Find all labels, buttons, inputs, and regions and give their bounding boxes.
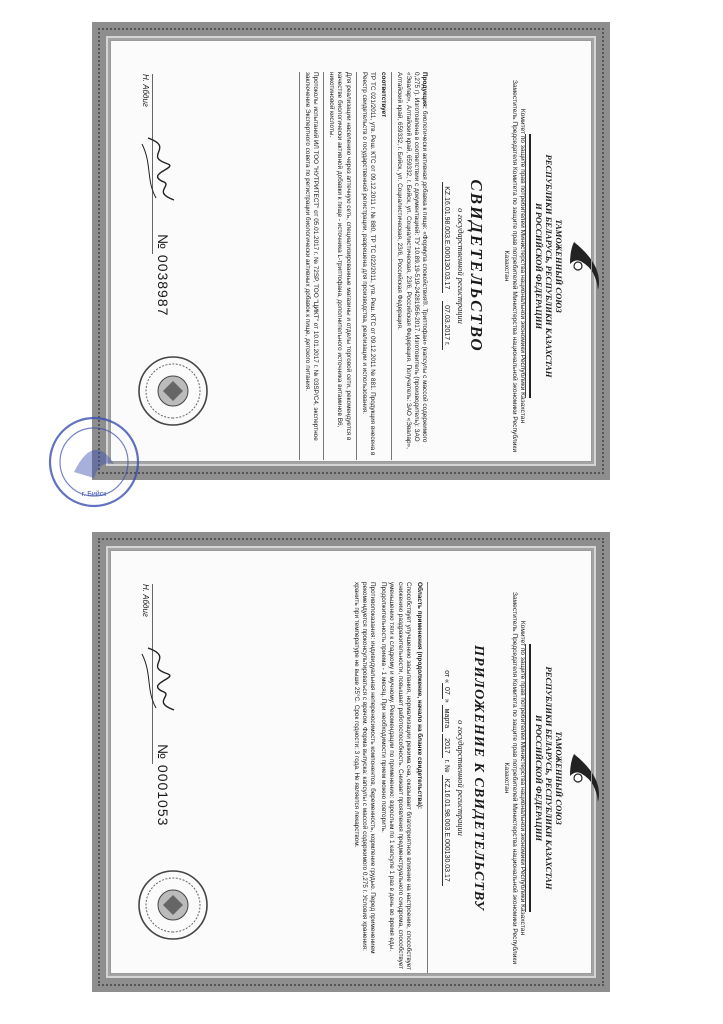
date-prefix: от «	[443, 670, 450, 683]
product-text: биологически активная добавка к пище: «Формула спокойствия®. Триптофан» (капсулы с массой содержимого 0,275 г). Изготовлена в соответствии с документацией: ТУ 10.89.19-519-24281956-2017. Изготовитель (производитель): ЗАО «Эвалар», Алтайский край, 659332, г. Бийск, ул. Социалистическая, 23/6, Российская Федерация. Получатель: ЗАО «Эвалар», Алтайский край, 659332, г. Бийск, ул. Социалистическая, 23/6, Российская Федерация.	[396, 72, 428, 449]
official-seal	[136, 354, 210, 428]
blue-stamp-text: г. Бийск	[81, 491, 107, 498]
registration-line	[442, 104, 450, 428]
appendix-content	[134, 574, 610, 982]
customs-union-emblem-icon	[563, 64, 606, 468]
document-subtitle: о государственной регистрации	[456, 208, 465, 324]
date-mid: »	[443, 698, 450, 703]
issuing-authority	[501, 70, 526, 462]
form-serial-number: № 0001053	[154, 744, 171, 827]
authority-line: Комитет по защите прав потребителей Министерства национальной экономики Республики Казахстан	[519, 620, 526, 936]
issuing-authority	[501, 580, 526, 976]
blue-company-stamp	[44, 412, 144, 512]
union-header	[521, 614, 564, 942]
appendix-page	[0, 512, 723, 1024]
appendix-body	[349, 582, 429, 974]
customs-union-emblem-icon	[563, 574, 606, 982]
registration-date: 07.03.2017 г.	[442, 301, 450, 350]
date-year: 2017	[442, 734, 450, 758]
document-title: ПРИЛОЖЕНИЕ К СВИДЕТЕЛЬСТВУ	[471, 645, 486, 911]
date-day: 07	[442, 683, 450, 699]
document-subtitle: о государственной регистрации	[456, 720, 465, 836]
certificate-body	[295, 72, 428, 460]
authority-line: Заместитель Председателя Комитета по защите прав потребителей Министерства национальной экономики Республики Казахстан	[502, 591, 518, 965]
registration-line	[442, 614, 450, 942]
authority-line: Комитет по защите прав потребителей Министерства национальной экономики Республики Казахстан	[519, 108, 526, 424]
union-header-line: И РОССИЙСКОЙ ФЕДЕРАЦИИ	[533, 714, 544, 842]
compliance-text: ТР ТС 021/2011, утв. Реш. КТС от 09.12.2011 г. № 880, ТР ТС 022/2011, утв. Реш. КТС от 09.12.2011 № 881. Продукция внесена в Реестр свидетельств о государственной регистрации, разрешена для производства, реализации и использования.	[360, 72, 377, 456]
registration-number: KZ.16.01.98.003.E.000130.03.17	[442, 775, 450, 886]
handwritten-signature	[138, 134, 182, 204]
scope-label: Область применения (продолжение, начало на бланке свидетельства):	[416, 582, 423, 810]
scope-text: Способствует улучшению засыпания, нормализации режима сна, оказывает благоприятное влияние на настроение, способствует снижению раздражительности, повышает работоспособность. Снижает проявления предменструального синдрома, способствует уменьшению тяги к сладкому и мучному. Рекомендации по применению: взрослым по 1 капсуле 1 раз в день во время еды. Продолжительность приема - 1 месяц. При необходимости прием можно повторить.	[380, 582, 412, 970]
certificate-frame	[92, 22, 610, 480]
authority-line: Заместитель Председателя Комитета по защите прав потребителей Министерства национальной экономики Республики Казахстан	[502, 79, 518, 453]
union-header-line: РЕСПУБЛИКИ БЕЛАРУСЬ, РЕСПУБЛИКИ КАЗАХСТАН	[543, 154, 554, 378]
compliance-label: соответствует	[380, 72, 388, 118]
date-month: марта	[442, 705, 450, 732]
document-title: СВИДЕТЕЛЬСТВО	[467, 179, 486, 353]
date-suffix: г. №	[443, 759, 450, 773]
appendix-frame	[92, 532, 610, 992]
signer-name: Н. Абдиг	[140, 74, 150, 107]
union-header	[521, 104, 564, 428]
purpose-text: Для реализации населению через аптечную сеть, специализированные магазины и отделы торговой сети, рекомендуется в качестве биологически активной добавки к пище - источника L-триптофана, дополнительного источника витаминов B6, никотиновой кислоты.	[328, 72, 352, 441]
union-header-line: РЕСПУБЛИКИ БЕЛАРУСЬ, РЕСПУБЛИКИ КАЗАХСТАН	[543, 666, 554, 890]
product-label: Продукция:	[421, 72, 428, 109]
union-header-line: ТАМОЖЕННЫЙ СОЮЗ	[554, 731, 564, 825]
certificate-content	[134, 64, 610, 468]
union-header-line: ТАМОЖЕННЫЙ СОЮЗ	[554, 219, 564, 313]
handwritten-signature	[138, 644, 182, 714]
union-header-line: И РОССИЙСКОЙ ФЕДЕРАЦИИ	[533, 202, 544, 330]
signer-name: Н. Абдиг	[140, 584, 150, 617]
registration-number: KZ.16.01.98.003.E.000130.03.17	[442, 182, 450, 293]
form-serial-number: № 0038987	[154, 234, 171, 317]
protocols-text: Протоколы испытаний ИЛ ТОО "НУТРИТЕСТ" от 05.01.2017 г. № 72SP, ТОО "ЦИКТ" от 10.01.2017 г. № 03SP/C4, экспертное заключение Экспертного совета по регистрации биологически активных добавок к пище, детского питания.	[303, 72, 320, 441]
official-seal	[136, 868, 210, 942]
contraindications-text: Противопоказания: индивидуальная непереносимость компонентов, беременность, кормление грудью. Перед применением рекомендуется проконсультироваться с врачом. Форма выпуска: капсулы с массой содержимого 0,275 г. Условия хранения: хранить при температуре не выше 25°С. Срок годности: 3 года. Не является лекарством.	[352, 582, 377, 954]
